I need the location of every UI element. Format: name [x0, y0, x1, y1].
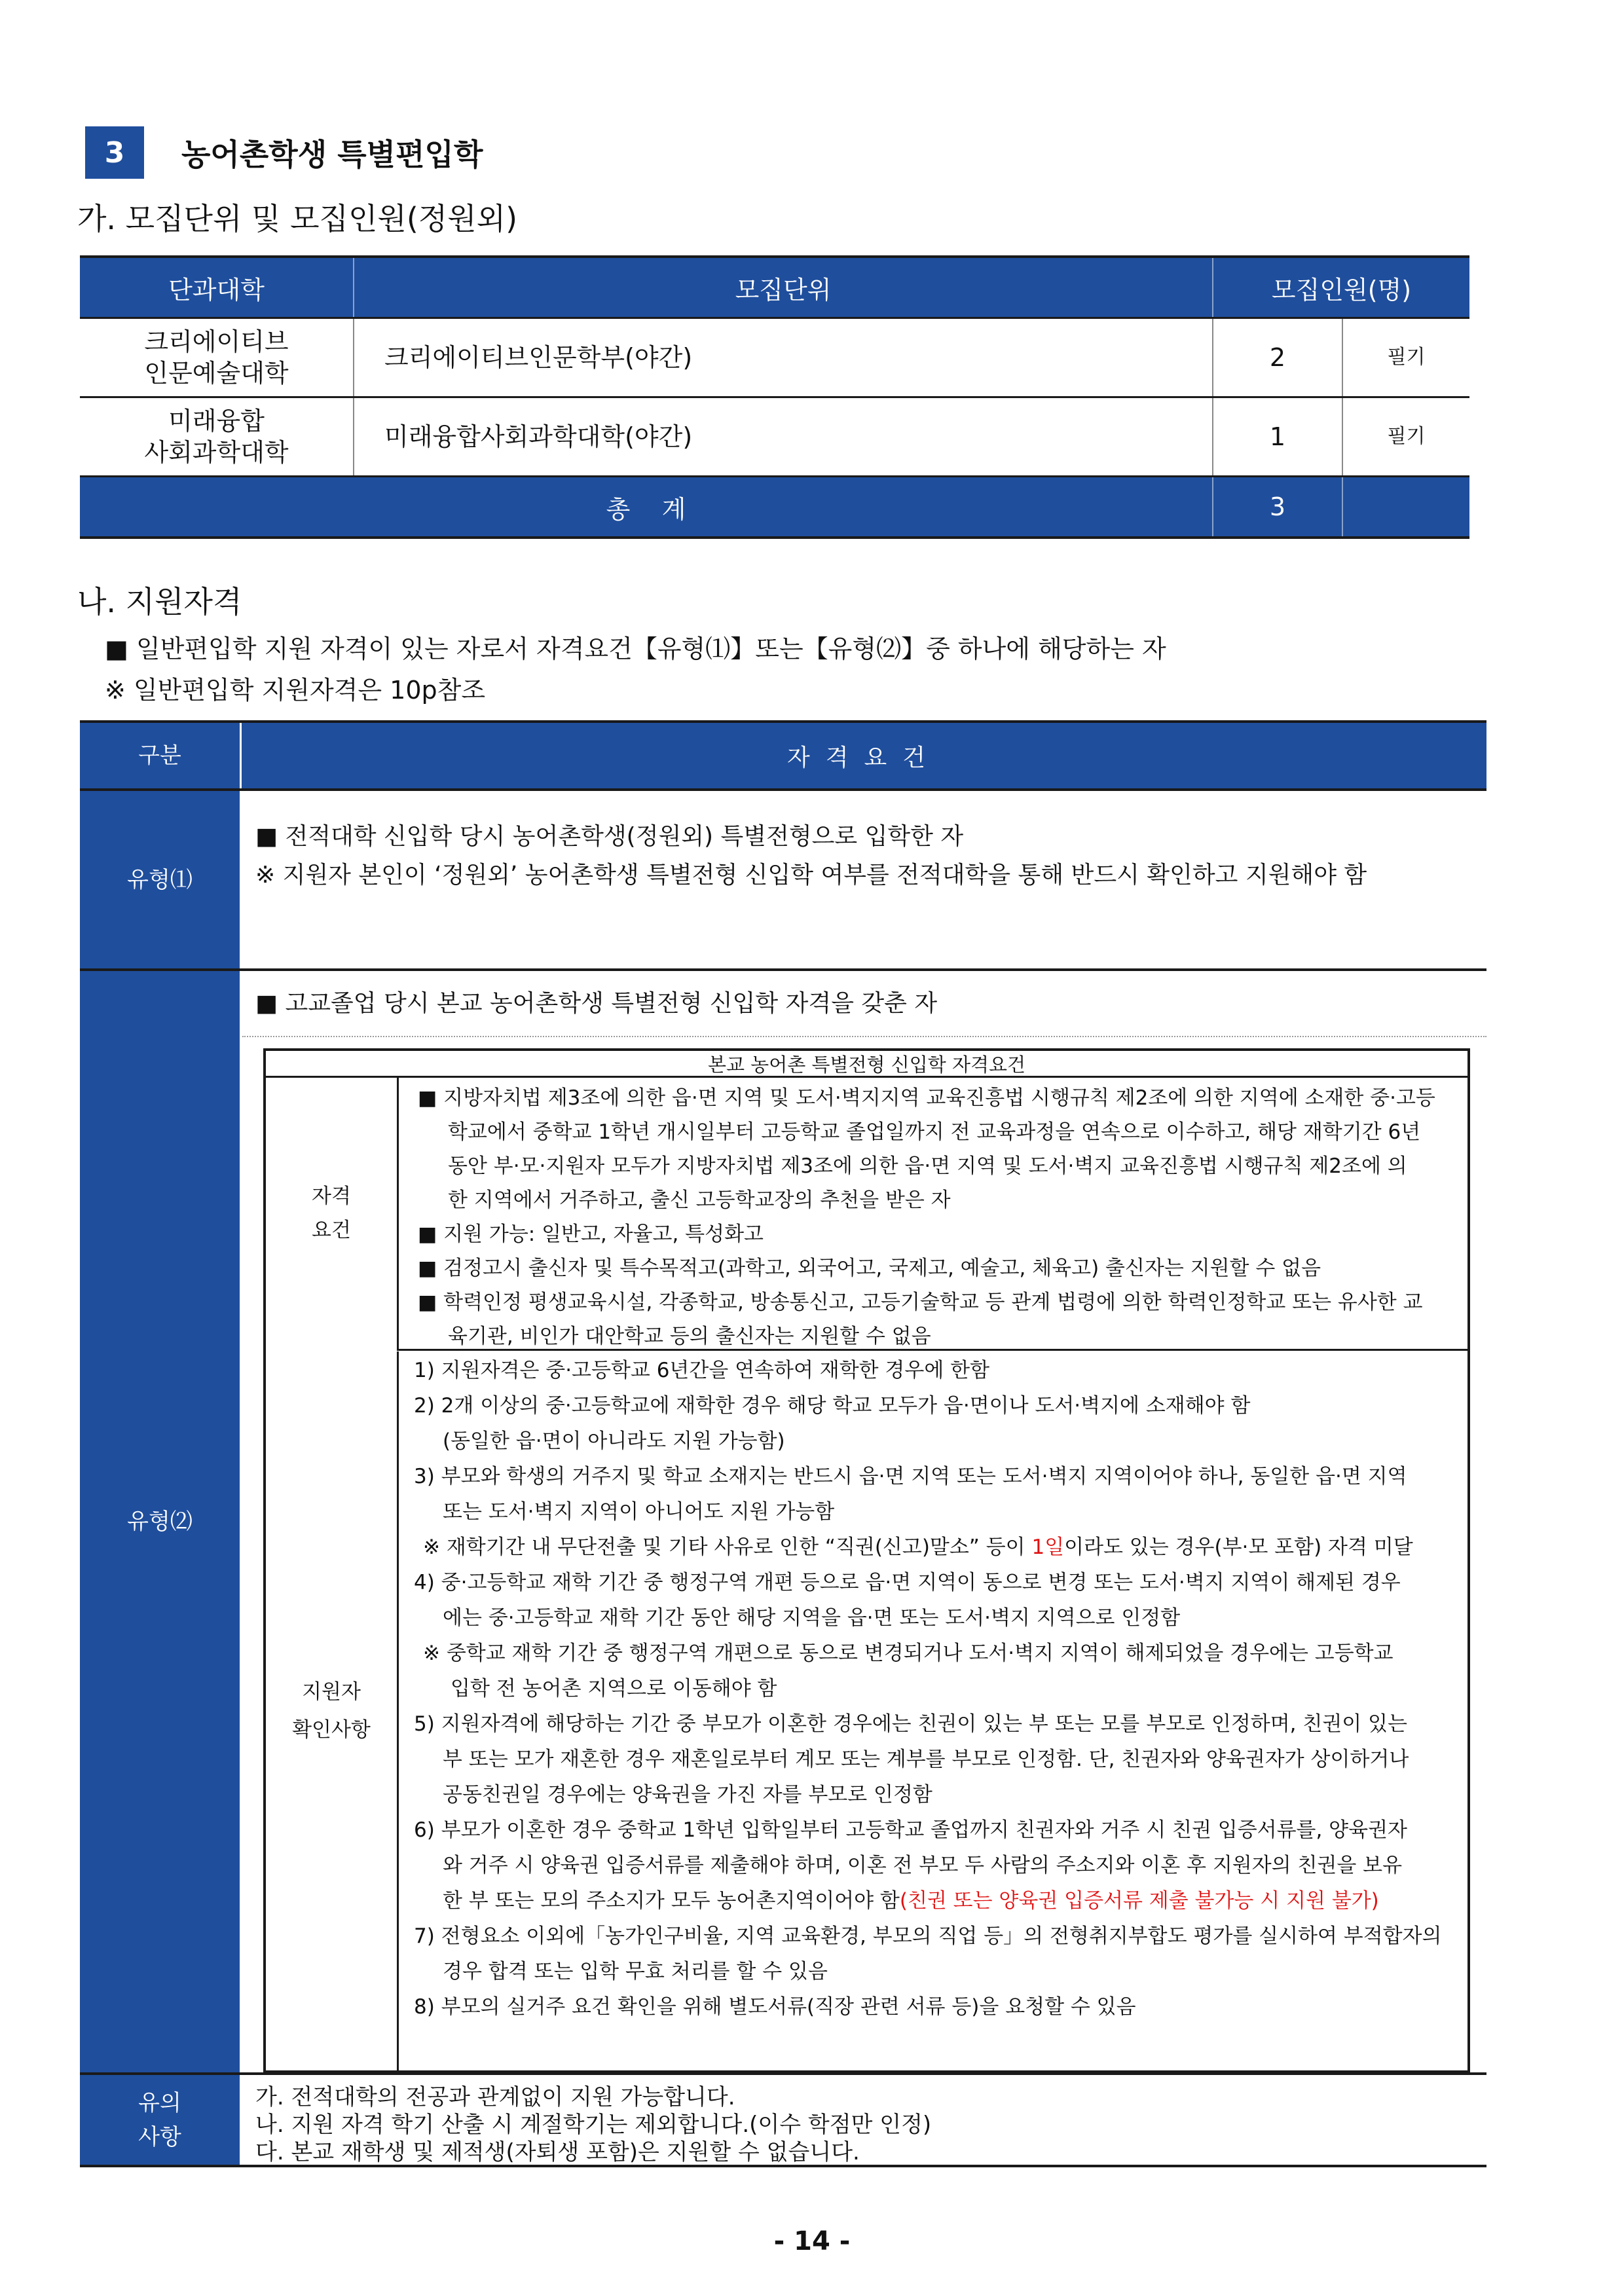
header-count: 모집인원(명): [1213, 257, 1469, 318]
check-line: 부 또는 모가 재혼한 경우 재혼일로부터 계모 또는 계부를 부모로 인정함. 단, 친권자와 양육권자가 상이하거나: [443, 1748, 1409, 1771]
warning-text-end: 이라도 있는 경우(부·모 포함) 자격 미달: [1064, 1535, 1413, 1559]
check-line: 와 거주 시 양육권 입증서류를 제출해야 하며, 이혼 전 부모 두 사람의 주소지와 이혼 후 지원자의 친권을 보유: [443, 1854, 1403, 1877]
requirement-line: 동안 부·모·지원자 모두가 지방자치법 제3조에 의한 읍·면 지역 및 도서·벽지 교육진흥법 시행규칙 제2조에 의: [448, 1154, 1407, 1178]
applicant-check-label: [266, 1351, 399, 2070]
divider: [80, 2072, 1486, 2075]
check-line-text: 한 부 또는 모의 주소지가 모두 농어촌지역이어야 함: [443, 1889, 900, 1913]
check-line: 에는 중·고등학교 재학 기간 동안 해당 지역을 읍·면 또는 도서·벽지 지역으로 인정함: [443, 1606, 1181, 1630]
college-name-line1: 미래융합: [168, 407, 265, 435]
divider: [80, 968, 1486, 971]
requirement-line: ■ 검정고시 출신자 및 특수목적고(과학고, 외국어고, 국제고, 예술고, 체육고) 출신자는 지원할 수 없음: [418, 1257, 1321, 1280]
table-row: [80, 318, 1469, 397]
requirement-line: ■ 지방자치법 제3조에 의한 읍·면 지역 및 도서·벽지지역 교육진흥법 시행규칙 제2조에 의한 지역에 소재한 중·고등: [418, 1086, 1435, 1110]
rural-requirements-box: [263, 1048, 1470, 2073]
warning-text: ※ 재학기간 내 무단전출 및 기타 사유로 인한 “직권(신고)말소” 등이: [423, 1535, 1025, 1559]
notes-label: [80, 2075, 240, 2165]
check-line-warning-red: (친권 또는 양육권 입증서류 제출 불가능 시 지원 불가): [899, 1889, 1379, 1913]
notes-label-line2: 사항: [138, 2123, 181, 2150]
college-cell: [80, 318, 354, 397]
dotted-divider: [242, 1036, 1486, 1037]
type1-line: ※ 지원자 본인이 ‘정원외’ 농어촌학생 특별전형 신입학 여부를 전적대학을 통해 반드시 확인하고 지원해야 함: [255, 862, 1367, 889]
college-name-line1: 크리에이티브: [144, 327, 289, 356]
requirement-line: ■ 지원 가능: 일반고, 자율고, 특성화고: [418, 1222, 764, 1246]
note-cell: 필기: [1342, 397, 1469, 477]
total-row: [80, 477, 1469, 538]
unit-cell: 크리에이티브인문학부(야간): [354, 318, 1213, 397]
type1-label: 유형⑴: [80, 791, 240, 968]
inner-divider: [397, 1349, 1467, 1351]
rural-requirements-title: 본교 농어촌 특별전형 신입학 자격요건: [266, 1051, 1467, 1078]
header-requirements: 자격요건: [242, 723, 1486, 788]
header-college: 단과대학: [80, 257, 354, 318]
recruitment-table-header: [80, 257, 1469, 318]
notes-label-line1: 유의: [138, 2089, 181, 2116]
page-number: - 14 -: [773, 2226, 851, 2256]
check-line: (동일한 읍·면이 아니라도 지원 가능함): [443, 1429, 785, 1453]
check-line: 1) 지원자격은 중·고등학교 6년간을 연속하여 재학한 경우에 한함: [414, 1359, 990, 1382]
count-cell: 2: [1213, 318, 1342, 397]
requirement-line: 한 지역에서 거주하고, 출신 고등학교장의 추천을 받은 자: [448, 1188, 951, 1212]
college-cell: [80, 397, 354, 477]
eligibility-table: [80, 720, 1486, 2167]
section-title: 농어촌학생 특별편입학: [181, 137, 483, 172]
check-line: ※ 중학교 재학 기간 중 행정구역 개편으로 동으로 변경되거나 도서·벽지 지역이 해제되었을 경우에는 고등학교: [423, 1642, 1393, 1665]
section-number-badge: 3: [85, 126, 144, 179]
type2-intro-line: ■ 고교졸업 당시 본교 농어촌학생 특별전형 신입학 자격을 갖춘 자: [255, 990, 938, 1017]
check-line: 3) 부모와 학생의 거주지 및 학교 소재지는 반드시 읍·면 지역 또는 도서·벽지 지역이어야 하나, 동일한 읍·면 지역: [414, 1465, 1407, 1488]
header-unit: 모집단위: [354, 257, 1213, 318]
check-line: 2) 2개 이상의 중·고등학교에 재학한 경우 해당 학교 모두가 읍·면이나 도서·벽지에 소재해야 함: [414, 1394, 1251, 1418]
requirements-label-line2: 요건: [312, 1219, 351, 1242]
check-line: [443, 1884, 1379, 1913]
subsection-recruitment-heading: 가. 모집단위 및 모집인원(정원외): [77, 201, 518, 236]
check-line: 또는 도서·벽지 지역이 아니어도 지원 가능함: [443, 1500, 835, 1524]
eligibility-bullet: ■ 일반편입학 지원 자격이 있는 자로서 자격요건【유형⑴】또는【유형⑵】중 하나에 해당하는 자: [105, 634, 1166, 663]
note-line: 다. 본교 재학생 및 제적생(자퇴생 포함)은 지원할 수 없습니다.: [255, 2139, 860, 2165]
requirement-line: ■ 학력인정 평생교육시설, 각종학교, 방송통신고, 고등기술학교 등 관계 법령에 의한 학력인정학교 또는 유사한 교: [418, 1291, 1423, 1314]
table-row: [80, 397, 1469, 477]
check-line: 4) 중·고등학교 재학 기간 중 행정구역 개편 등으로 읍·면 지역이 동으로 변경 또는 도서·벽지 지역이 해제된 경우: [414, 1571, 1401, 1594]
type1-line: ■ 전적대학 신입학 당시 농어촌학생(정원외) 특별전형으로 입학한 자: [255, 823, 964, 850]
count-cell: 1: [1213, 397, 1342, 477]
warning-highlight: 1일: [1031, 1535, 1065, 1559]
check-label-line1: 지원자: [302, 1680, 361, 1704]
total-count: 3: [1213, 477, 1342, 538]
requirement-line: 학교에서 중학교 1학년 개시일부터 고등학교 졸업일까지 전 교육과정을 연속으로 이수하고, 해당 재학기간 6년: [448, 1120, 1421, 1144]
check-line: 경우 합격 또는 입학 무효 처리를 할 수 있음: [443, 1960, 828, 1983]
total-empty: [1342, 477, 1469, 538]
check-line: 7) 전형요소 이외에「농가인구비율, 지역 교육환경, 부모의 직업 등」의 전형취지부합도 평가를 실시하여 부적합자의: [414, 1924, 1442, 1948]
check-line: 6) 부모가 이혼한 경우 중학교 1학년 입학일부터 고등학교 졸업까지 친권자와 거주 시 친권 입증서류를, 양육권자: [414, 1818, 1407, 1842]
requirements-label-line1: 자격: [312, 1184, 351, 1208]
header-category: 구분: [80, 723, 240, 788]
check-line: 5) 지원자격에 해당하는 기간 중 부모가 이혼한 경우에는 친권이 있는 부 또는 모를 부모로 인정하며, 친권이 있는: [414, 1712, 1407, 1736]
subsection-eligibility-heading: 나. 지원자격: [77, 584, 242, 619]
college-name-line2: 사회과학대학: [144, 438, 289, 467]
total-label: 총 계: [80, 477, 1213, 538]
type2-label: 유형⑵: [80, 971, 240, 2072]
requirements-label: [266, 1078, 399, 1349]
check-label-line2: 확인사항: [292, 1718, 371, 1742]
note-line: 가. 전적대학의 전공과 관계없이 지원 가능합니다.: [255, 2084, 735, 2110]
requirement-line: 육기관, 비인가 대안학교 등의 출신자는 지원할 수 없음: [448, 1325, 931, 1348]
note-cell: 필기: [1342, 318, 1469, 397]
check-line-warning: [423, 1530, 1413, 1560]
check-line: 공동친권일 경우에는 양육권을 가진 자를 부모로 인정함: [443, 1783, 932, 1807]
recruitment-table: [80, 255, 1469, 539]
unit-cell: 미래융합사회과학대학(야간): [354, 397, 1213, 477]
note-line: 나. 지원 자격 학기 산출 시 계절학기는 제외합니다.(이수 학점만 인정): [255, 2112, 932, 2138]
check-line: 8) 부모의 실거주 요건 확인을 위해 별도서류(직장 관련 서류 등)을 요청할 수 있음: [414, 1995, 1136, 2019]
eligibility-reference-note: ※ 일반편입학 지원자격은 10p참조: [105, 676, 486, 705]
divider: [80, 788, 1486, 791]
check-line: 입학 전 농어촌 지역으로 이동해야 함: [451, 1677, 777, 1700]
college-name-line2: 인문예술대학: [144, 359, 289, 388]
